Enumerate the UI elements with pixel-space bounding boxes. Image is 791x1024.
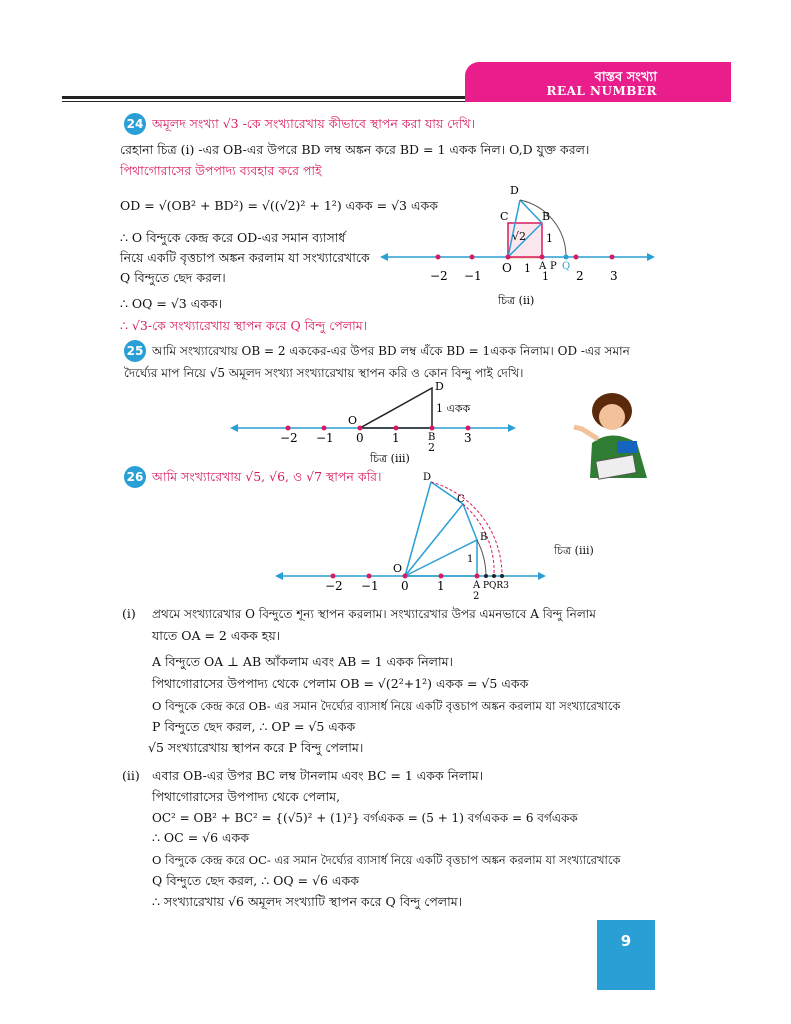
section-24-title: অমূলদ সংখ্যা √3 -কে সংখ্যারেখায় কীভাবে স্থাপন করা যায় দেখি। <box>152 116 476 131</box>
fig2-label-C: C <box>500 210 509 223</box>
fig3a-tick-2: 2 <box>428 441 435 454</box>
s24-para5: ∴ √3-কে সংখ্যারেখায় স্থাপন করে Q বিন্দু পেলাম। <box>120 318 368 333</box>
section-26-title: আমি সংখ্যারেখায় √5, √6, ও √7 স্থাপন করি। <box>152 469 382 484</box>
fig3a-tick-1: 1 <box>392 431 400 445</box>
fig3b-tick-1: 1 <box>437 579 445 593</box>
section-26-badge: 26 <box>124 466 146 488</box>
header-rule <box>62 96 465 99</box>
s24-para2: নিয়ে একটি বৃত্তচাপ অঙ্কন করলাম যা সংখ্যারেখাকে <box>120 250 370 265</box>
s24-line2: পিথাগোরাসের উপপাদ্য ব্যবহার করে পাই <box>120 163 322 178</box>
part-ii-line7: ∴ সংখ্যারেখায় √6 অমূলদ সংখ্যাটি স্থাপন করে Q বিন্দু পেলাম। <box>152 894 463 909</box>
s25-line2: দৈর্ঘ্যের মাপ নিয়ে √5 অমূলদ সংখ্যা সংখ্যারেখায় স্থাপন করি ও কোন বিন্দু পাই দেখি। <box>124 366 524 380</box>
fig2-tick-1b: 1 <box>542 270 549 283</box>
figure-iii-b-caption: চিত্র (iii) <box>554 544 594 557</box>
s24-para3: Q বিন্দুতে ছেদ করল। <box>120 270 226 285</box>
fig3b-label-B: B <box>480 532 488 543</box>
fig2-tick-m1: −1 <box>464 269 482 283</box>
part-ii-line3: OC² = OB² + BC² = {(√5)² + (1)²} বর্গএকক = (5 + 1) বর্গএকক = 6 বর্গএকক <box>152 811 578 825</box>
s25-line1: আমি সংখ্যারেখায় OB = 2 এককের-এর উপর BD লম্ব এঁকে BD = 1একক নিলাম। OD -এর সমান <box>152 344 630 358</box>
fig2-label-B: B <box>542 210 551 223</box>
s24-para1: ∴ O বিন্দুকে কেন্দ্র করে OD-এর সমান ব্যাসার্ধ <box>120 230 346 245</box>
fig2-label-P: P <box>550 261 557 272</box>
chapter-title-bengali: বাস্তব সংখ্যা <box>594 70 657 85</box>
figure-iii-a-caption: চিত্র (iii) <box>370 452 410 465</box>
fig3b-label-A: A <box>473 580 481 591</box>
part-ii-line6: Q বিন্দুতে ছেদ করল, ∴ OQ = √6 একক <box>152 873 359 888</box>
fig2-label-O: O <box>502 261 512 275</box>
fig3a-tick-m1: −1 <box>316 431 334 445</box>
fig3b-tick-0: 0 <box>401 579 409 593</box>
header-rule-thin <box>62 101 465 102</box>
fig3b-tick-2: 2 <box>473 591 480 600</box>
figure-ii-numberline <box>380 180 665 310</box>
figure-iii-a-numberline <box>230 380 520 465</box>
part-ii-line2: পিথাগোরাসের উপপাদ্য থেকে পেলাম, <box>152 789 341 804</box>
fig3a-label-B: B <box>428 432 436 443</box>
part-i-line6: P বিন্দুতে ছেদ করল, ∴ OP = √5 একক <box>152 719 356 734</box>
fig2-label-unit: 1 <box>546 232 553 245</box>
page-number: 9 <box>597 920 655 990</box>
fig2-label-A: A <box>539 261 547 272</box>
chapter-header-tab <box>465 62 731 102</box>
fig2-tick-3: 3 <box>610 269 618 283</box>
part-i-line3: A বিন্দুতে OA ⊥ AB আঁকলাম এবং AB = 1 একক নিলাম। <box>152 654 454 669</box>
fig3a-tick-0: 0 <box>356 431 364 445</box>
chapter-title-english: REAL NUMBER <box>546 84 657 98</box>
fig2-label-D: D <box>510 184 519 197</box>
fig3a-label-O: O <box>348 414 358 427</box>
fig3b-tick-m2: −2 <box>325 579 343 593</box>
part-i-line7: √5 সংখ্যারেখায় স্থাপন করে P বিন্দু পেলাম। <box>148 740 364 755</box>
s24-para4: ∴ OQ = √3 একক। <box>120 296 223 311</box>
part-ii-line1: এবার OB-এর উপর BC লম্ব টানলাম এবং BC = 1 একক নিলাম। <box>152 768 484 783</box>
fig3a-label-D: D <box>435 380 444 393</box>
figure-iii-b-numberline <box>275 470 555 600</box>
fig3b-label-pqr: PQR3 <box>483 581 509 591</box>
fig3a-tick-m2: −2 <box>280 431 298 445</box>
fig3a-unit: 1 একক <box>436 402 471 415</box>
fig2-label-root2: √2 <box>512 230 527 243</box>
section-25-badge: 25 <box>124 340 146 362</box>
fig3b-label-O: O <box>393 562 403 575</box>
part-ii-label: (ii) <box>122 768 140 783</box>
fig2-tick-2: 2 <box>576 269 584 283</box>
part-ii-line4: ∴ OC = √6 একক <box>152 830 250 845</box>
s24-line1: রেহানা চিত্র (i) -এর OB-এর উপরে BD লম্ব অঙ্কন করে BD = 1 একক নিল। O,D যুক্ত করল। <box>120 142 590 157</box>
part-i-label: (i) <box>122 606 136 621</box>
section-24-badge: 24 <box>124 113 146 135</box>
fig2-tick-1a: 1 <box>524 262 531 275</box>
teacher-illustration <box>562 383 662 483</box>
part-i-line1: প্রথমে সংখ্যারেখার O বিন্দুতে শূন্য স্থাপন করলাম। সংখ্যারেখার উপর এমনভাবে A বিন্দু নিলাম <box>152 607 596 621</box>
fig2-label-Q: Q <box>562 261 571 272</box>
fig3b-unit: 1 <box>467 554 474 565</box>
part-ii-line5: O বিন্দুকে কেন্দ্র করে OC- এর সমান দৈর্ঘ্যের ব্যাসার্ধ নিয়ে একটি বৃত্তচাপ অঙ্কন করলাম যা সংখ্যারেখাকে <box>152 853 621 867</box>
fig3a-tick-3: 3 <box>464 431 472 445</box>
s24-equation: OD = √(OB² + BD²) = √((√2)² + 1²) একক = √3 একক <box>120 198 438 213</box>
part-i-line4: পিথাগোরাসের উপপাদ্য থেকে পেলাম OB = √(2²+1²) একক = √5 একক <box>152 676 529 691</box>
fig2-tick-m2: −2 <box>430 269 448 283</box>
fig3b-tick-m1: −1 <box>361 579 379 593</box>
figure-ii-caption: চিত্র (ii) <box>498 294 535 307</box>
fig3b-label-D: D <box>423 472 432 483</box>
part-i-line2: যাতে OA = 2 একক হয়। <box>152 628 281 643</box>
part-i-line5: O বিন্দুকে কেন্দ্র করে OB- এর সমান দৈর্ঘ্যের ব্যাসার্ধ নিয়ে একটি বৃত্তচাপ অঙ্কন করলাম যা সংখ্যারেখাকে <box>152 699 621 713</box>
fig3b-label-C: C <box>457 494 465 505</box>
